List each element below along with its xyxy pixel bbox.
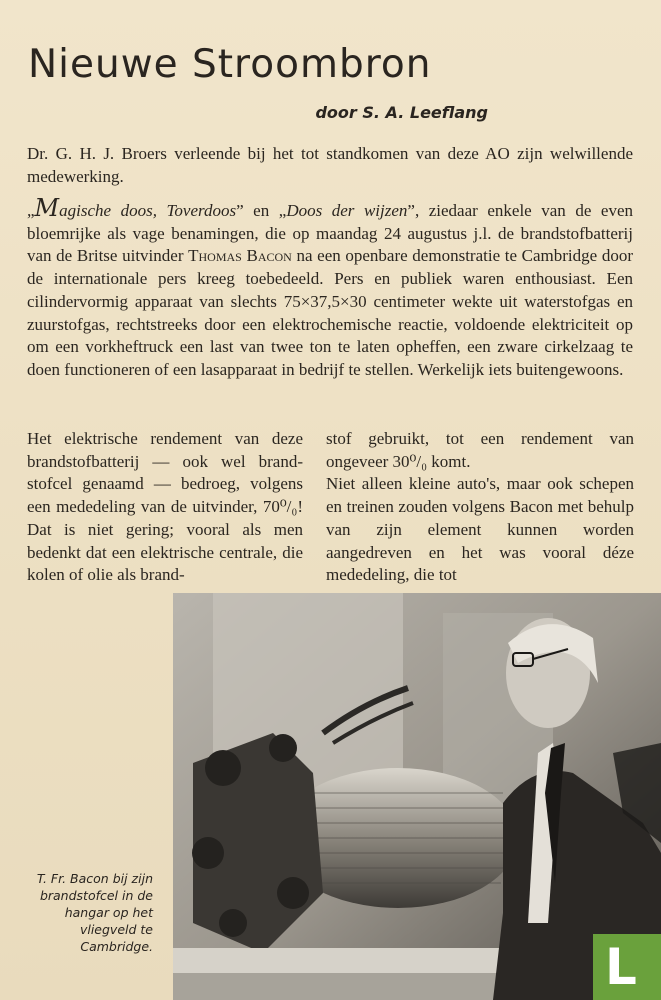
intro-paragraph: Dr. G. H. J. Broers verleende bij het tot standkomen van deze AO zijn welwillende medewerking. [27, 144, 633, 186]
photo-bacon-fuel-cell [173, 593, 661, 1000]
publisher-logo [593, 934, 661, 1000]
quote-joiner: ” en „ [236, 201, 287, 220]
column-right-para-1: stof gebruikt, tot een rendement van ongeveer 30⁰/₀ komt. [326, 429, 634, 471]
inventor-name: Thomas Bacon [188, 246, 292, 266]
column-right [326, 428, 634, 587]
column-right-para-2: Niet alleen kleine auto's, maar ook schepen en treinen zouden volgens Bacon met behulp van zijn element kunnen worden aangedreven en het was vooral déze mededeling, die tot [326, 474, 634, 585]
column-left: Het elektrische rendement van deze brandstofbatterij — ook wel brandstofcel genaamd — bedroeg, volgens een mededeling van de uitvinder, 70⁰/₀! Dat is niet gering; vooral als men bedenkt dat een elektrische centrale, die kolen of olie als brand- [27, 429, 303, 585]
logo-letter: L [605, 938, 637, 996]
drop-letter: M [34, 194, 60, 222]
open-quote: „ [27, 201, 35, 220]
photo-caption: T. Fr. Bacon bij zijn brandstofcel in de hangar op het vliegveld te Cambridge. [36, 871, 153, 954]
article-title: Nieuwe Stroombron [28, 42, 432, 87]
lead-text-2: na een openbare demonstratie te Cambridge door de internationale pers kreeg toebedeeld. Pers en publiek waren enthousiast. Een cilindervormig apparaat van slechts 75×37,5×30 centimeter wekte uit waterstofgas en zuurstofgas, rechtstreeks door een elektrochemische reactie, voldoende elektriciteit op om een vorkheftruck een last van twee ton te laten opheffen, een zware cirkelzaag te doen functioneren of een lasapparaat in bedrijf te stellen. Werkelijk iets buitengewoons. [27, 246, 633, 379]
article-byline: door S. A. Leeflang [315, 103, 488, 122]
lead-text-1: ”, ziedaar enkele van de even bloemrijke als vage benamingen, die op maandag 24 augustus j.l. de brandstofbatterij van de Britse uitvinder [27, 201, 634, 266]
lead-paragraph [27, 194, 634, 382]
quote-1: agische doos, Toverdoos [59, 201, 237, 220]
quote-2: Doos der wijzen [286, 201, 408, 220]
